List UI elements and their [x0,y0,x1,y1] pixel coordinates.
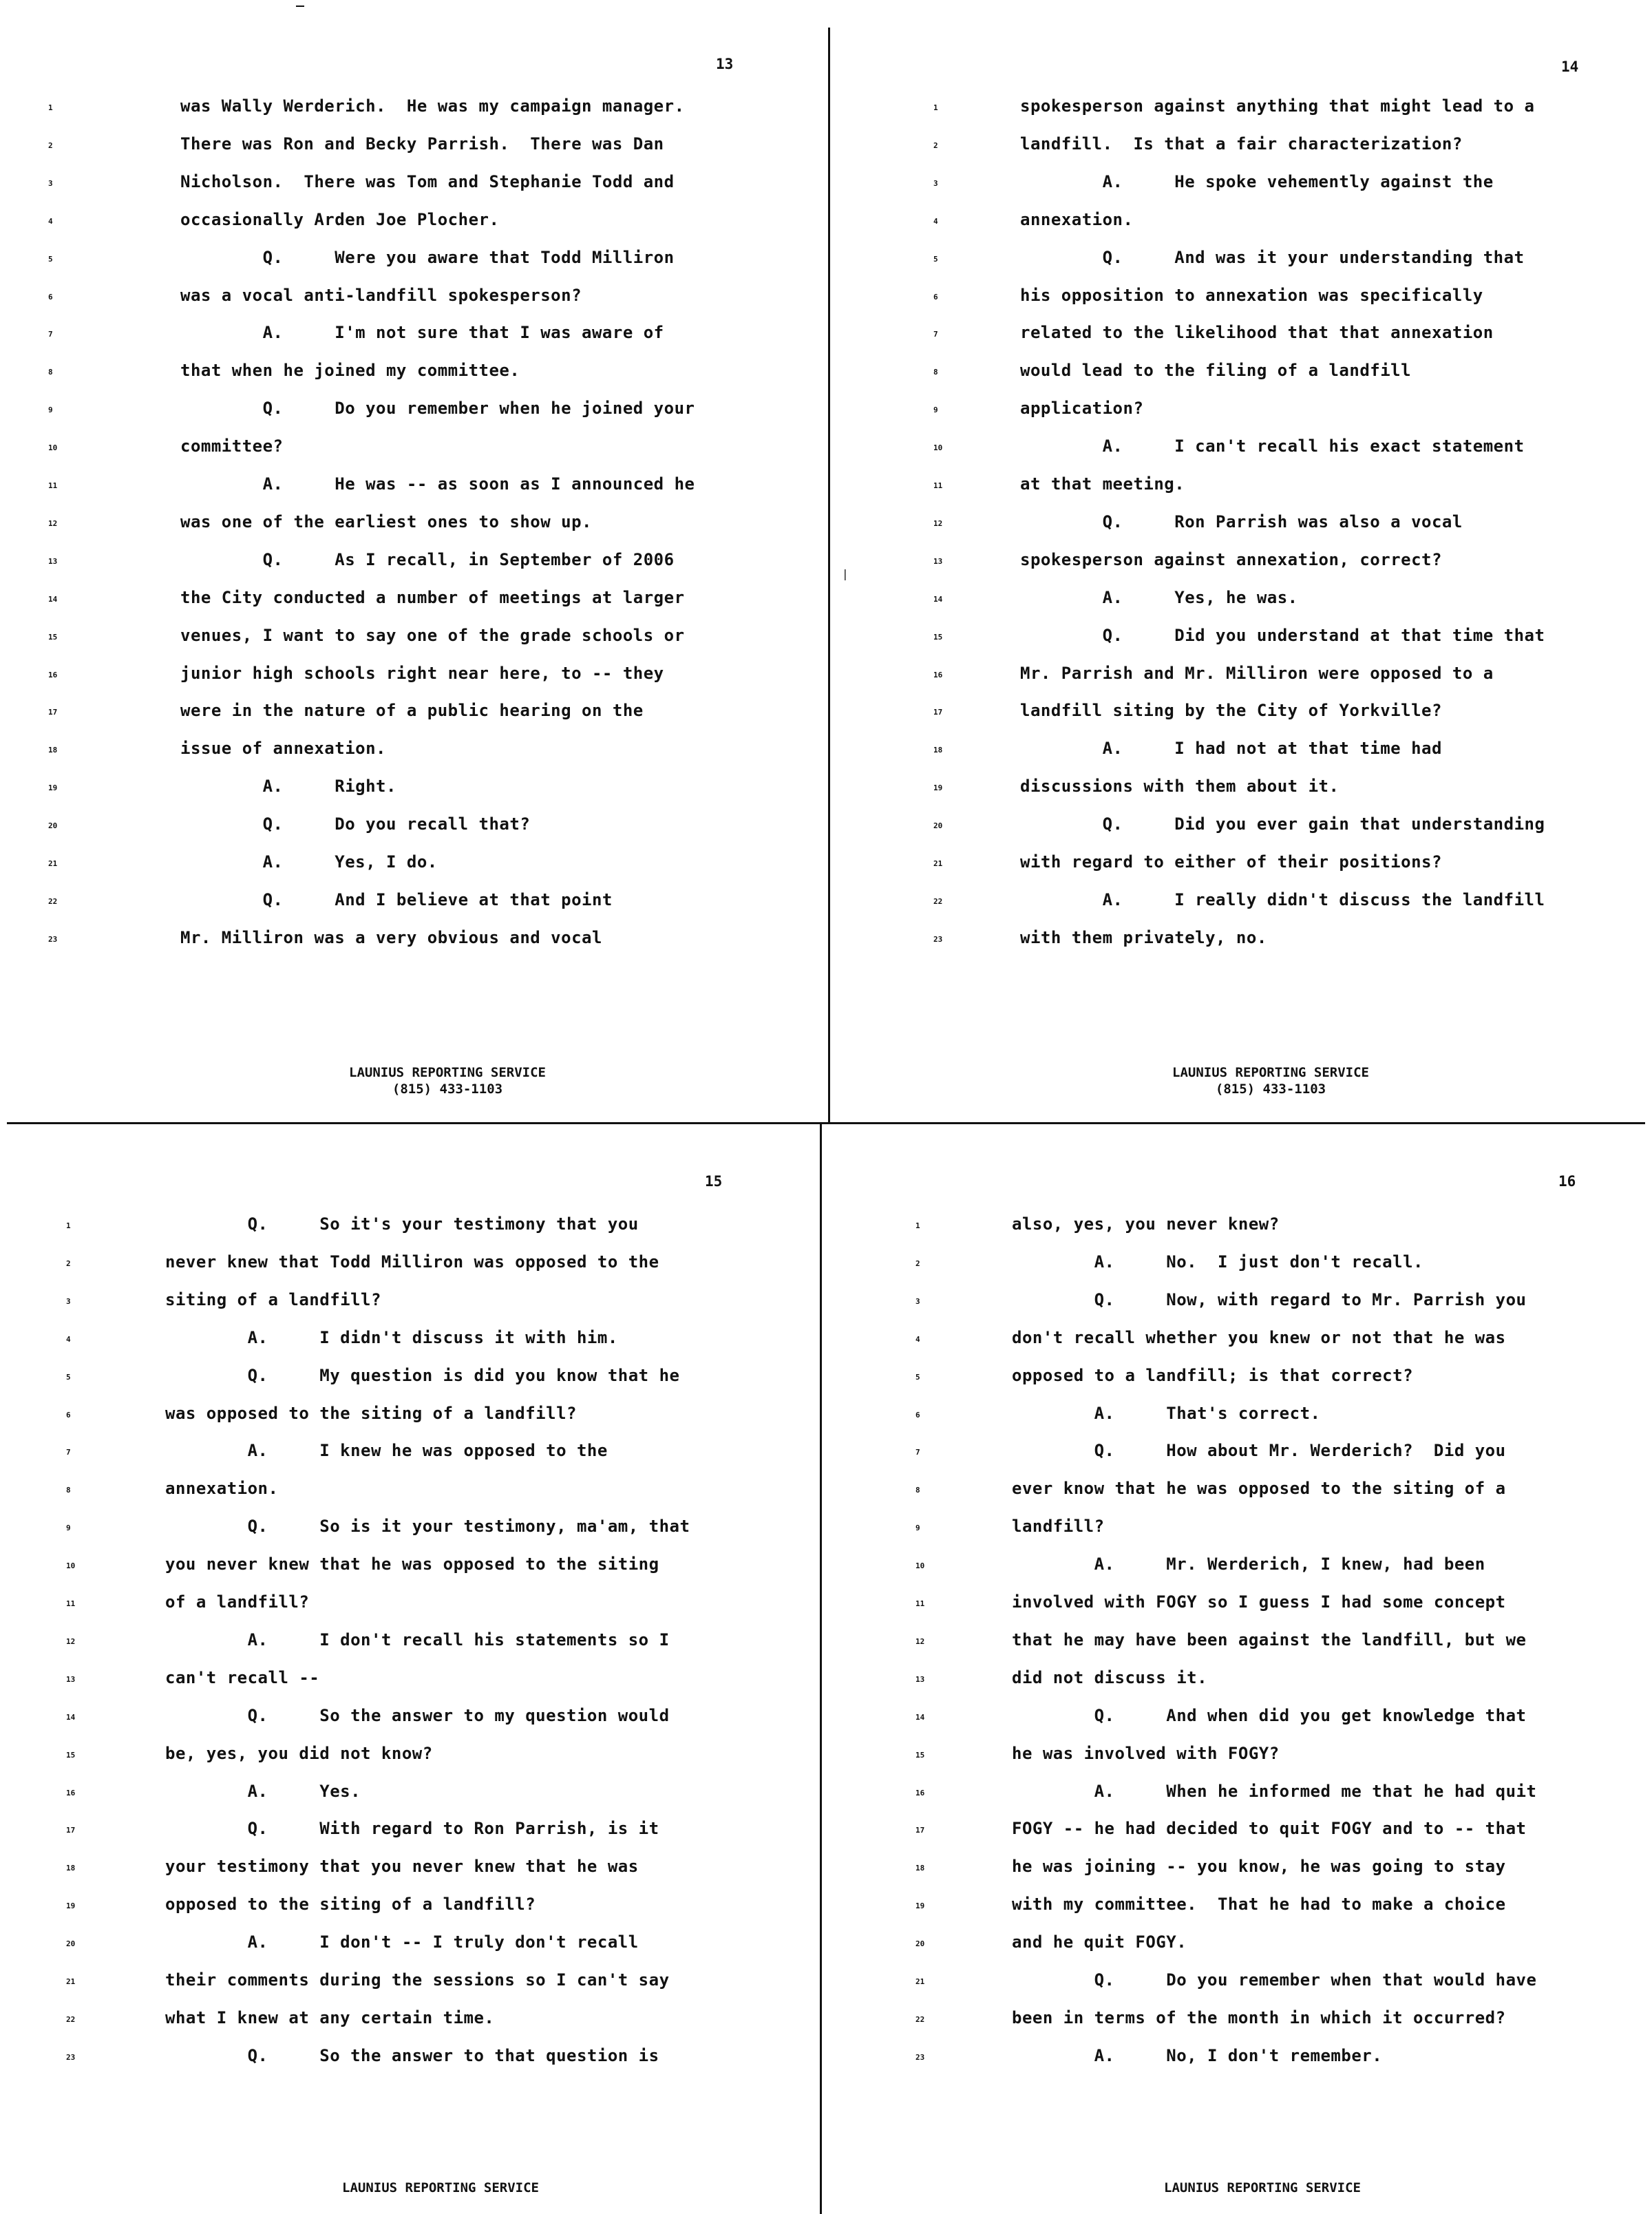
transcript-line [0,890,819,918]
line-number: 23 [66,2052,76,2062]
line-text: FOGY -- he had decided to quit FOGY and to -- that [1012,1819,1527,1839]
line-number: 8 [66,1486,71,1495]
line-number: 7 [66,1448,71,1457]
line-text: A. When he informed me that he had quit [1012,1781,1537,1801]
line-number: 11 [933,481,943,490]
line-text: There was Ron and Becky Parrish. There was Dan [180,134,664,154]
line-text: A. Yes. [165,1781,361,1801]
transcript-line [0,1592,819,1620]
line-text: he was joining -- you know, he was going to stay [1012,1857,1506,1877]
line-number: 13 [915,1674,925,1684]
line-number: 3 [915,1296,920,1306]
line-text: Q. And when did you get knowledge that [1012,1705,1527,1725]
transcript-line [0,1366,819,1393]
line-number: 19 [48,783,58,793]
transcript-line [0,550,819,578]
line-number: 5 [66,1372,71,1382]
line-number: 21 [933,859,943,868]
line-number: 2 [933,140,938,150]
transcript-line [822,1857,1641,1884]
transcript-line [0,1630,819,1658]
line-number: 12 [915,1636,925,1646]
line-text: at that meeting. [1020,474,1185,494]
line-number: 4 [48,216,53,226]
line-text: opposed to the siting of a landfill? [165,1895,536,1915]
line-text: Mr. Milliron was a very obvious and vocal [180,927,602,947]
line-text: siting of a landfill? [165,1289,381,1309]
line-number: 9 [933,405,938,415]
line-text: A. I don't recall his statements so I [165,1630,670,1649]
line-number: 8 [915,1486,920,1495]
line-number: 2 [915,1258,920,1268]
transcript-line [0,2008,819,2036]
transcript-line [0,1819,819,1846]
line-text: A. I'm not sure that I was aware of [180,323,664,343]
line-number: 15 [66,1750,76,1760]
line-text: Q. And was it your understanding that [1020,247,1525,267]
line-text: landfill. Is that a fair characterization? [1020,134,1463,154]
line-number: 6 [933,292,938,302]
line-number: 14 [915,1712,925,1722]
transcript-line [0,134,819,162]
line-text: annexation. [1020,209,1134,229]
line-text: was opposed to the siting of a landfill? [165,1403,577,1423]
line-number: 21 [48,859,58,868]
transcript-line [0,1328,819,1356]
line-number: 10 [48,443,58,453]
transcript-line [830,626,1649,653]
line-number: 5 [48,254,53,264]
page-number: 14 [1561,59,1579,75]
line-text: Q. How about Mr. Werderich? Did you [1012,1441,1506,1461]
line-text: spokesperson against annexation, correct? [1020,549,1442,569]
line-text: landfill siting by the City of Yorkville? [1020,701,1442,721]
line-number: 13 [933,556,943,566]
line-text: Q. Ron Parrish was also a vocal [1020,512,1463,531]
page-footer [1092,1064,1450,1097]
line-text: that when he joined my committee. [180,361,520,381]
line-text: A. He spoke vehemently against the [1020,171,1494,191]
line-text: ever know that he was opposed to the siting of a [1012,1479,1506,1499]
line-text: also, yes, you never knew? [1012,1214,1280,1234]
transcript-line [0,928,819,956]
line-number: 19 [915,1901,925,1911]
line-text: be, yes, you did not know? [165,1743,433,1763]
line-number: 12 [66,1636,76,1646]
transcript-line [0,248,819,275]
line-text: Q. So the answer to that question is [165,2045,659,2065]
transcript-line [830,172,1649,200]
transcript-line [822,1479,1641,1506]
page-number: 13 [716,56,734,72]
transcript-line [0,1857,819,1884]
line-text: did not discuss it. [1012,1667,1208,1687]
transcript-line [822,1214,1641,1242]
line-text: A. Mr. Werderich, I knew, had been [1012,1554,1485,1574]
line-text: his opposition to annexation was specifically [1020,285,1483,305]
page-footer [268,1064,626,1097]
transcript-line [822,1630,1641,1658]
line-number: 21 [915,1977,925,1986]
transcript-line [830,323,1649,350]
line-number: 22 [933,896,943,906]
transcript-line [0,1554,819,1582]
page-number: 15 [705,1173,723,1190]
transcript-line [0,1895,819,1922]
line-text: and he quit FOGY. [1012,1932,1187,1952]
line-number: 6 [48,292,53,302]
transcript-line [822,2008,1641,2036]
transcript-line [0,1668,819,1696]
line-text: landfill? [1012,1517,1105,1537]
line-number: 20 [66,1939,76,1949]
line-number: 11 [66,1599,76,1608]
transcript-line [0,474,819,502]
line-number: 7 [48,330,53,339]
line-text: were in the nature of a public hearing on the [180,701,644,721]
line-number: 23 [48,934,58,944]
transcript-line [0,852,819,880]
line-number: 14 [66,1712,76,1722]
line-text: committee? [180,436,284,456]
transcript-line [822,1517,1641,1544]
line-number: 18 [66,1864,76,1873]
line-number: 7 [933,330,938,339]
transcript-line [0,96,819,124]
line-number: 12 [933,518,943,528]
transcript-line [830,96,1649,124]
line-text: involved with FOGY so I guess I had some concept [1012,1592,1506,1612]
transcript-line [822,1706,1641,1733]
transcript-line [0,1782,819,1809]
line-number: 16 [915,1788,925,1797]
transcript-line [0,436,819,464]
line-text: A. No. I just don't recall. [1012,1252,1423,1272]
line-number: 1 [915,1221,920,1230]
transcript-line [822,1290,1641,1318]
line-text: venues, I want to say one of the grade schools or [180,625,685,645]
line-number: 12 [48,518,58,528]
footer-reporter-name: LAUNIUS REPORTING SERVICE [342,2180,539,2195]
transcript-line [822,1819,1641,1846]
transcript-line [0,1744,819,1771]
transcript-line [830,248,1649,275]
line-number: 17 [48,708,58,717]
line-number: 11 [48,481,58,490]
transcript-line [830,474,1649,502]
transcript-page-14 [830,0,1652,1122]
transcript-line [830,814,1649,842]
footer-reporter-name: LAUNIUS REPORTING SERVICE [349,1065,546,1080]
line-text: A. I didn't discuss it with him. [165,1327,618,1347]
transcript-line [822,1441,1641,1468]
line-number: 16 [933,670,943,679]
line-text: Nicholson. There was Tom and Stephanie Todd and [180,171,675,191]
transcript-line [822,1668,1641,1696]
transcript-line [822,1592,1641,1620]
line-text: Q. So is it your testimony, ma'am, that [165,1517,690,1537]
line-number: 17 [66,1826,76,1835]
horizontal-divider [7,1122,1645,1124]
transcript-line [822,2046,1641,2074]
line-text: Q. Now, with regard to Mr. Parrish you [1012,1289,1527,1309]
line-number: 20 [933,821,943,831]
line-number: 14 [933,594,943,604]
line-number: 13 [66,1674,76,1684]
line-text: of a landfill? [165,1592,310,1612]
line-text: opposed to a landfill; is that correct? [1012,1365,1414,1385]
stray-mark: | [842,567,849,580]
line-text: spokesperson against anything that might lead to a [1020,96,1535,116]
line-text: can't recall -- [165,1667,320,1687]
line-text: A. Yes, I do. [180,852,438,872]
transcript-line [830,852,1649,880]
line-number: 3 [48,178,53,188]
transcript-line [0,701,819,728]
transcript-line [830,134,1649,162]
page-footer [262,2180,620,2196]
line-number: 15 [915,1750,925,1760]
transcript-line [830,777,1649,804]
line-number: 1 [66,1221,71,1230]
line-number: 23 [933,934,943,944]
line-text: junior high schools right near here, to -- they [180,663,664,683]
transcript-line [822,1895,1641,1922]
line-number: 1 [48,103,53,112]
line-text: their comments during the sessions so I can't say [165,1970,670,1990]
line-text: been in terms of the month in which it occurred? [1012,2007,1506,2027]
transcript-line [830,739,1649,766]
transcript-line [0,626,819,653]
line-text: discussions with them about it. [1020,777,1339,797]
line-number: 8 [933,368,938,377]
transcript-line [822,1744,1641,1771]
line-text: never knew that Todd Milliron was opposed to the [165,1252,659,1272]
line-text: Q. Do you remember when that would have [1012,1970,1537,1990]
line-number: 15 [48,632,58,642]
transcript-line [830,286,1649,313]
transcript-line [822,1554,1641,1582]
transcript-line [0,1932,819,1960]
line-text: Q. Do you remember when he joined your [180,399,695,419]
line-number: 10 [915,1561,925,1571]
line-text: issue of annexation. [180,739,386,759]
line-number: 3 [933,178,938,188]
line-text: Q. My question is did you know that he [165,1365,680,1385]
line-text: he was involved with FOGY? [1012,1743,1280,1763]
line-number: 10 [66,1561,76,1571]
line-number: 17 [915,1826,925,1835]
transcript-line [0,1214,819,1242]
line-text: A. Right. [180,777,396,797]
transcript-line [0,399,819,426]
line-text: that he may have been against the landfill, but we [1012,1630,1527,1649]
transcript-line [0,1290,819,1318]
transcript-line [0,210,819,238]
transcript-line [0,1404,819,1431]
transcript-line [822,1932,1641,1960]
line-number: 16 [48,670,58,679]
line-number: 5 [915,1372,920,1382]
line-number: 9 [48,405,53,415]
line-number: 4 [66,1334,71,1344]
line-text: was a vocal anti-landfill spokesperson? [180,285,582,305]
footer-reporter-name: LAUNIUS REPORTING SERVICE [1172,1065,1369,1080]
line-number: 7 [915,1448,920,1457]
transcript-line [0,739,819,766]
line-number: 1 [933,103,938,112]
line-text: don't recall whether you knew or not that he was [1012,1327,1506,1347]
transcript-line [0,588,819,615]
transcript-line [0,664,819,691]
line-text: Q. And I believe at that point [180,889,613,909]
transcript-page-13 [0,0,826,1122]
line-number: 4 [915,1334,920,1344]
footer-phone: (815) 433-1103 [392,1082,503,1097]
line-text: A. I knew he was opposed to the [165,1441,608,1461]
transcript-line [0,2046,819,2074]
line-text: with them privately, no. [1020,927,1267,947]
transcript-line [0,1479,819,1506]
line-text: A. Yes, he was. [1020,587,1298,607]
transcript-line [822,1782,1641,1809]
line-number: 9 [915,1524,920,1533]
transcript-line [0,1252,819,1280]
transcript-line [830,436,1649,464]
transcript-line [822,1328,1641,1356]
line-text: what I knew at any certain time. [165,2007,495,2027]
line-number: 3 [66,1296,71,1306]
transcript-line [822,1970,1641,1998]
line-text: was one of the earliest ones to show up. [180,512,592,531]
transcript-line [830,588,1649,615]
line-text: A. I had not at that time had [1020,739,1442,759]
line-number: 20 [915,1939,925,1949]
transcript-page-15 [0,1125,819,2214]
line-text: the City conducted a number of meetings at larger [180,587,685,607]
line-number: 19 [933,783,943,793]
transcript-line [0,172,819,200]
page-number: 16 [1558,1173,1576,1190]
line-number: 18 [48,746,58,755]
line-text: your testimony that you never knew that he was [165,1857,639,1877]
footer-phone: (815) 433-1103 [1215,1082,1326,1097]
line-number: 2 [48,140,53,150]
line-text: Q. Did you understand at that time that [1020,625,1545,645]
line-text: Q. As I recall, in September of 2006 [180,549,675,569]
line-text: you never knew that he was opposed to the siting [165,1554,659,1574]
line-number: 11 [915,1599,925,1608]
transcript-line [830,890,1649,918]
transcript-line [0,777,819,804]
line-text: Q. With regard to Ron Parrish, is it [165,1819,659,1839]
line-number: 5 [933,254,938,264]
transcript-line [0,286,819,313]
line-text: with regard to either of their positions? [1020,852,1442,872]
transcript-line [0,323,819,350]
page-footer [1083,2180,1441,2196]
line-number: 22 [915,2014,925,2024]
line-number: 13 [48,556,58,566]
line-number: 22 [48,896,58,906]
transcript-line [0,1517,819,1544]
transcript-line [822,1252,1641,1280]
transcript-line [0,512,819,540]
line-number: 17 [933,708,943,717]
line-text: Q. Did you ever gain that understanding [1020,814,1545,834]
transcript-line [0,361,819,388]
line-number: 10 [933,443,943,453]
line-text: related to the likelihood that that annexation [1020,323,1494,343]
line-text: Q. So the answer to my question would [165,1705,670,1725]
transcript-line [822,1366,1641,1393]
transcript-line [830,361,1649,388]
line-text: A. That's correct. [1012,1403,1321,1423]
transcript-line [0,1970,819,1998]
line-text: Mr. Parrish and Mr. Milliron were opposed to a [1020,663,1494,683]
line-text: application? [1020,399,1144,419]
line-number: 21 [66,1977,76,1986]
line-number: 19 [66,1901,76,1911]
line-text: A. I really didn't discuss the landfill [1020,889,1545,909]
transcript-line [830,928,1649,956]
line-text: A. He was -- as soon as I announced he [180,474,695,494]
line-number: 18 [933,746,943,755]
line-text: would lead to the filing of a landfill [1020,361,1412,381]
line-text: Q. Do you recall that? [180,814,531,834]
line-number: 14 [48,594,58,604]
transcript-line [830,550,1649,578]
line-number: 8 [48,368,53,377]
transcript-line [0,1441,819,1468]
transcript-line [830,210,1649,238]
line-number: 15 [933,632,943,642]
transcript-page-16 [822,1125,1652,2214]
transcript-line [830,399,1649,426]
transcript-line [0,814,819,842]
line-number: 22 [66,2014,76,2024]
line-number: 23 [915,2052,925,2062]
line-text: A. No, I don't remember. [1012,2045,1383,2065]
transcript-line [0,1706,819,1733]
line-number: 18 [915,1864,925,1873]
line-text: A. I don't -- I truly don't recall [165,1932,639,1952]
transcript-line [830,664,1649,691]
line-text: was Wally Werderich. He was my campaign manager. [180,96,685,116]
line-number: 6 [915,1410,920,1420]
line-number: 4 [933,216,938,226]
transcript-line [822,1404,1641,1431]
line-number: 9 [66,1524,71,1533]
line-number: 6 [66,1410,71,1420]
footer-reporter-name: LAUNIUS REPORTING SERVICE [1164,2180,1361,2195]
line-number: 16 [66,1788,76,1797]
line-text: Q. Were you aware that Todd Milliron [180,247,675,267]
line-text: occasionally Arden Joe Plocher. [180,209,500,229]
line-text: with my committee. That he had to make a choice [1012,1895,1506,1915]
transcript-line [830,512,1649,540]
line-text: annexation. [165,1479,279,1499]
line-number: 20 [48,821,58,831]
line-number: 2 [66,1258,71,1268]
line-text: Q. So it's your testimony that you [165,1214,639,1234]
line-text: A. I can't recall his exact statement [1020,436,1525,456]
transcript-line [830,701,1649,728]
